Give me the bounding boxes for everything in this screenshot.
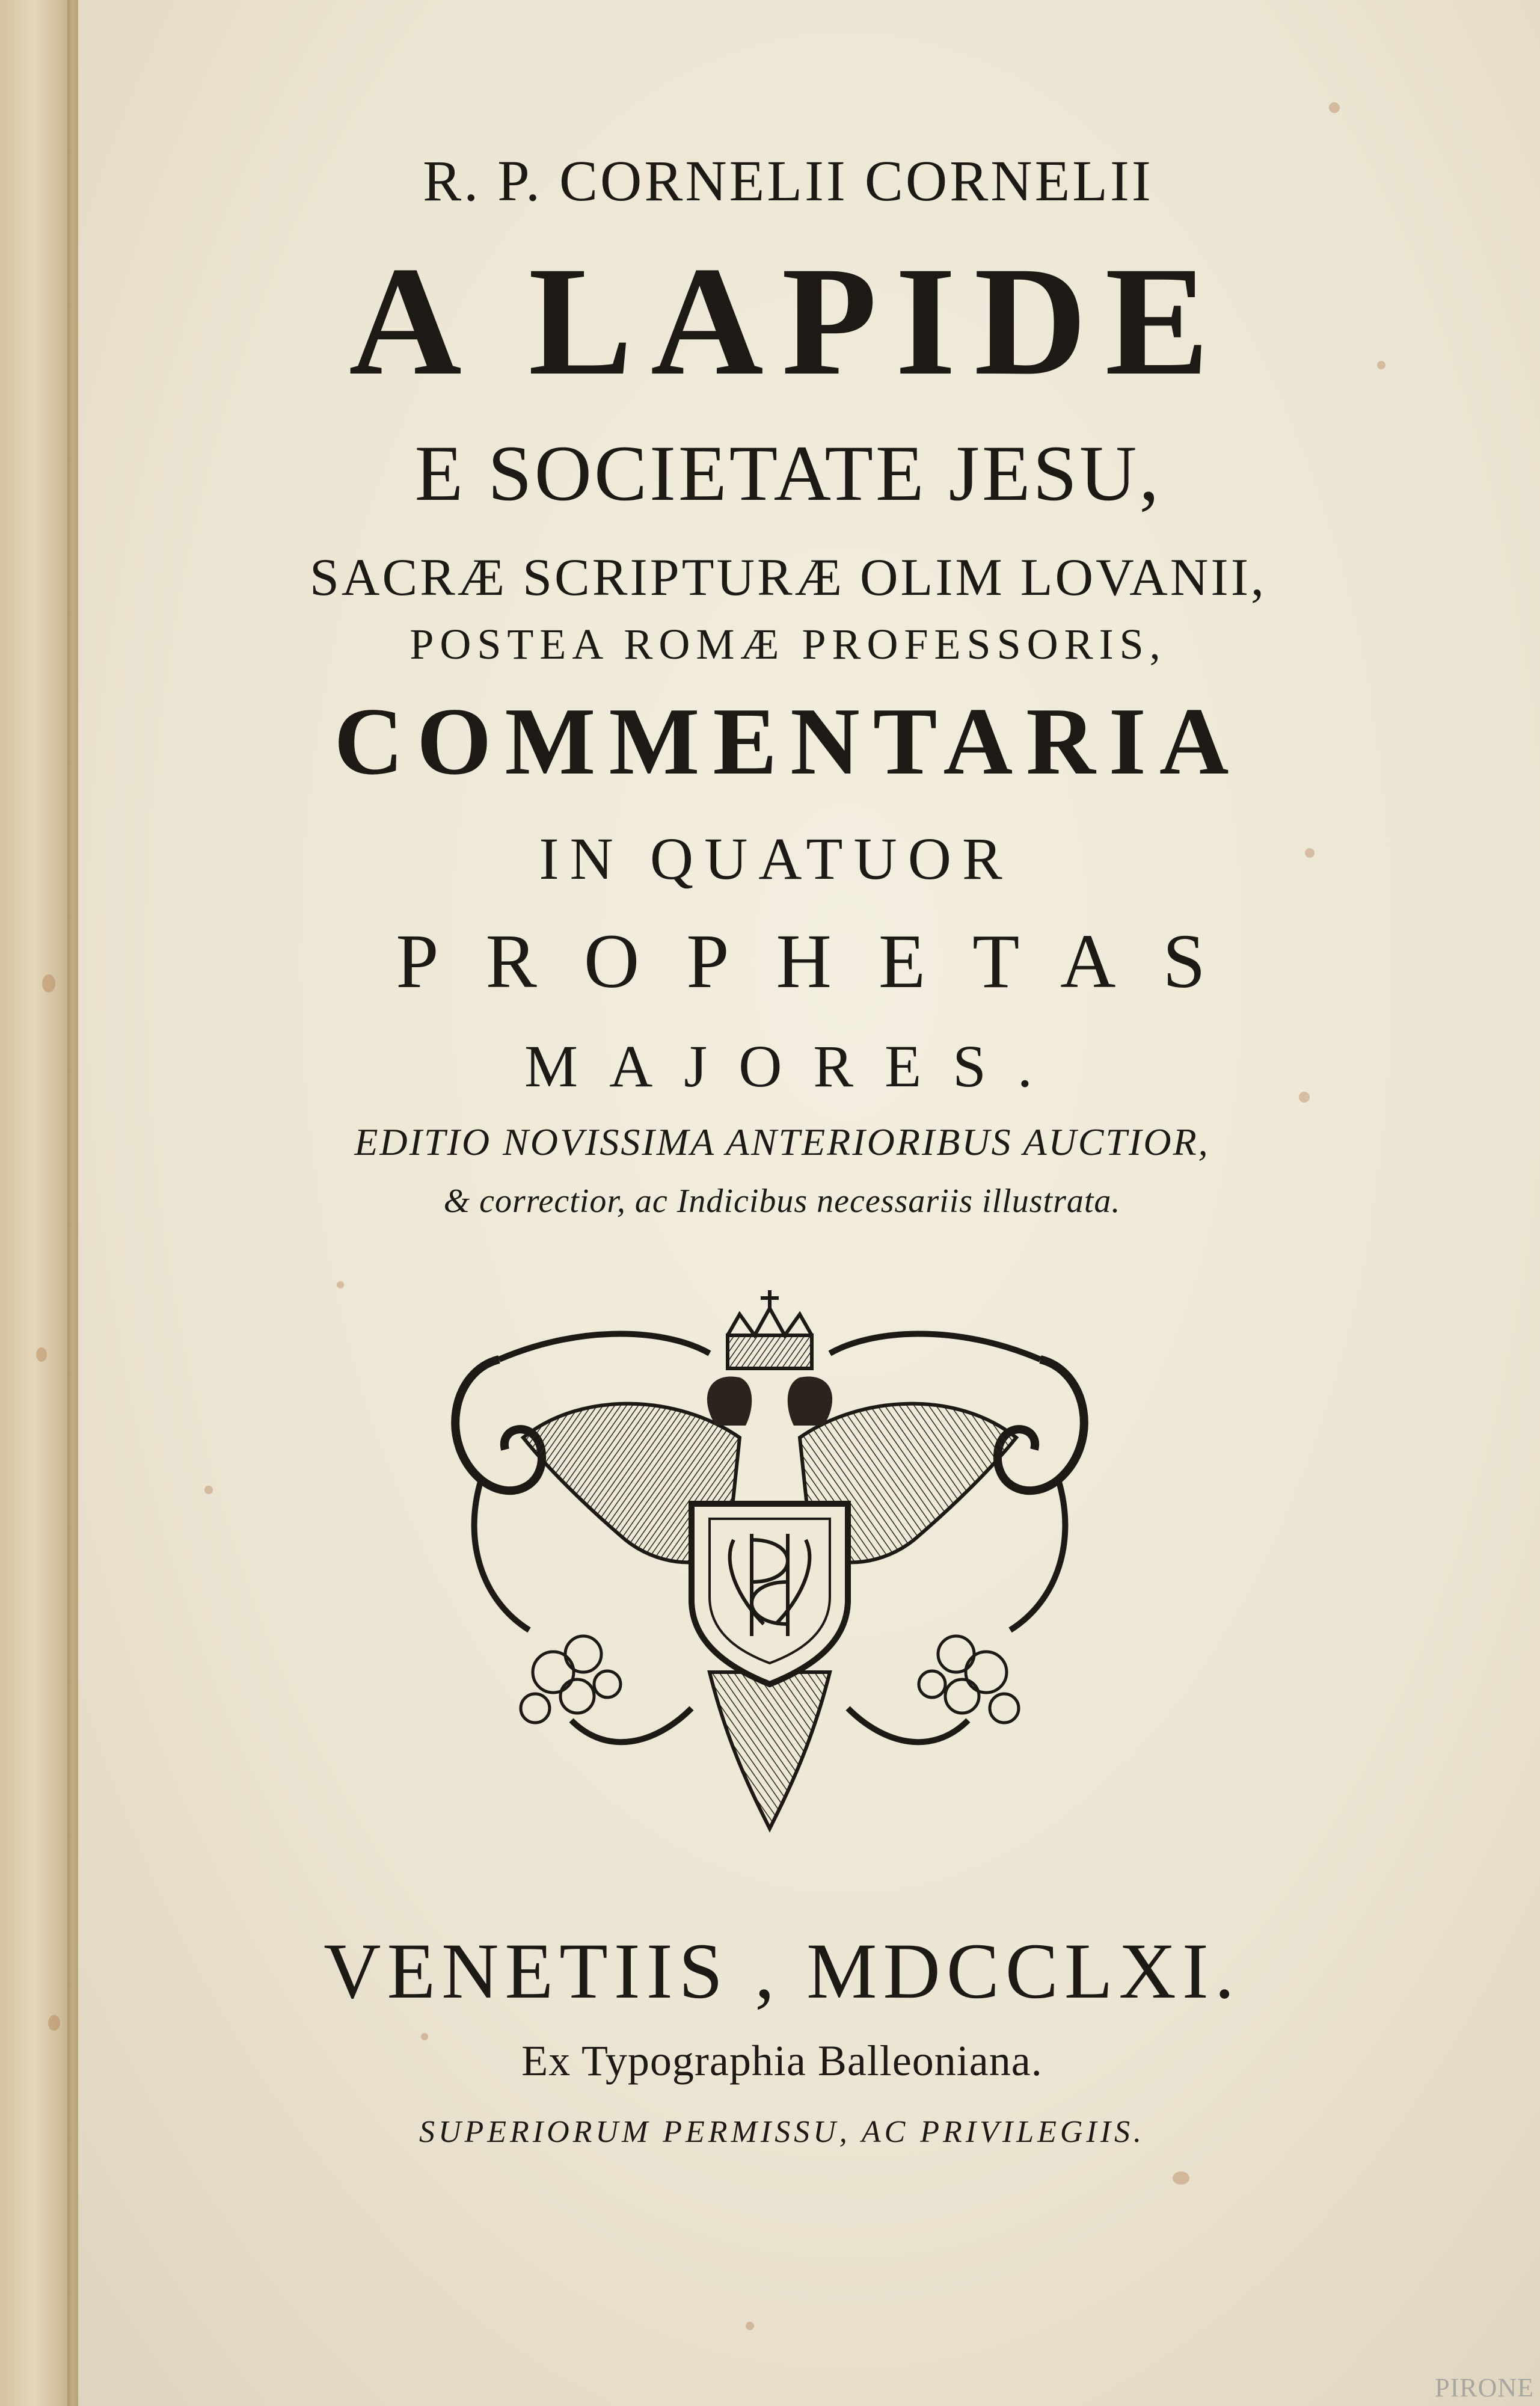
subtitle-line-3: MAJORES. (524, 1033, 1064, 1100)
foxing-spot (48, 2015, 60, 2031)
foxing-spot (1329, 102, 1340, 113)
author-prefix-line: R. P. CORNELII CORNELII (423, 149, 1153, 213)
order-line: E SOCIETATE JESU, (414, 429, 1162, 517)
edition-line-2: & correctior, ac Indicibus necessariis illustrata. (443, 1183, 1121, 1220)
imprint-place-year: VENETIIS , MDCCLXI. (324, 1927, 1241, 2015)
watermark-logo: PIRONE (1435, 2373, 1534, 2402)
printers-device-eagle-icon (427, 1287, 1112, 1859)
subtitle-line-2: PROPHETAS (396, 918, 1253, 1004)
professor-line-2: POSTEA ROMÆ PROFESSORIS, (410, 620, 1167, 668)
edition-line-1: EDITIO NOVISSIMA ANTERIORIBUS AUCTIOR, (354, 1121, 1210, 1163)
imprint-permission: SUPERIORUM PERMISSU, AC PRIVILEGIIS. (419, 2115, 1146, 2149)
foxing-spot (746, 2322, 754, 2330)
foxing-spot (36, 1347, 47, 1362)
foxing-spot (204, 1486, 213, 1494)
subtitle-line-1: IN QUATUOR (539, 825, 1013, 892)
author-name-heading: A LAPIDE (349, 235, 1227, 408)
foxing-spot (1173, 2171, 1189, 2185)
professor-line-1: SACRÆ SCRIPTURÆ OLIM LOVANII, (309, 549, 1267, 607)
imprint-printer: Ex Typographia Balleoniana. (521, 2037, 1043, 2085)
monogram-shield-icon (692, 1504, 848, 1684)
foxing-spot (337, 1281, 344, 1288)
work-title: COMMENTARIA (334, 688, 1242, 795)
